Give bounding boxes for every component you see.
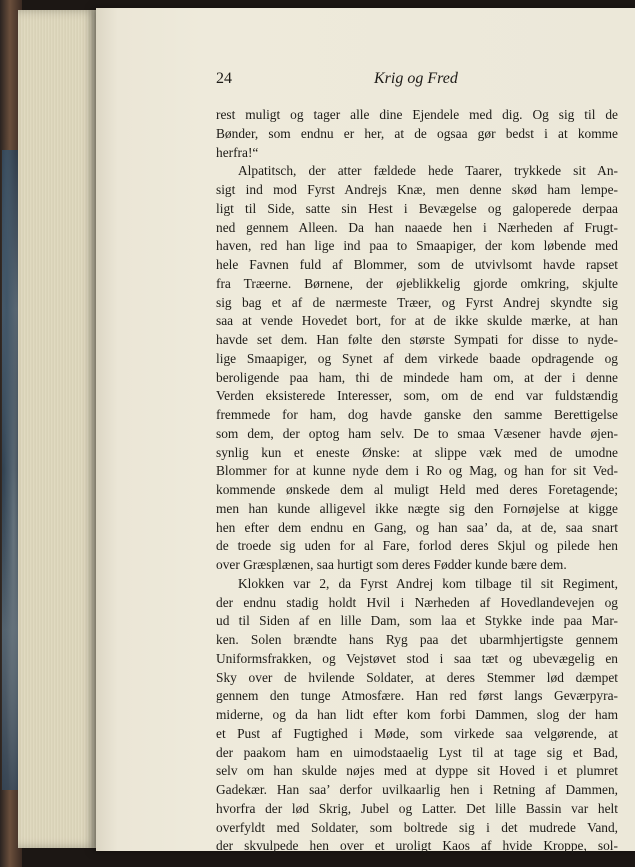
text-line: sig bag et af de nærmeste Træer, og Fyrst Andrej skyndte sig — [216, 294, 618, 310]
text-line: hele Favnen fuld af Blommer, som de utvivlsomt havde rapset — [216, 257, 618, 272]
text-line: ned gennem Alleen. Da han naaede hen i Nærheden af Frugt- — [216, 219, 618, 235]
text-line: Verden eksisterede Interesser, som, om de end var fuldstændig — [216, 388, 618, 404]
text-line: som dem, der optog ham selv. De to smaa Væsener havde øjen- — [216, 425, 618, 441]
text-line: de troede sig uden for al Fare, forlod deres Skjul og pilede hen — [216, 538, 618, 554]
text-line: Bønder, som endnu er her, at de ogsaa gør bedst i at komme — [216, 125, 618, 141]
marbled-cover-pattern — [2, 150, 18, 790]
page-stack-edges — [18, 10, 98, 848]
text-line: Gadekær. Han saa’ derfor uvilkaarlig hen i Retning af Dammen, — [216, 782, 618, 797]
text-line: ken. Solen brændte hans Ryg paa det ubarmhjertigste gennem — [216, 632, 618, 647]
text-line: Uniformsfrakken, og Vejstøvet stod i saa tæt og ubevægelig en — [216, 650, 618, 666]
text-line: selv om han skulde nøjes med at dyppe sit Hoved i et plumret — [216, 763, 618, 779]
body-text — [216, 106, 618, 856]
text-line: herfra!“ — [216, 144, 259, 160]
text-line: et Pust af Fugtighed i Møde, som virkede saa velgørende, at — [216, 725, 618, 741]
text-line: ud til Siden af en lille Dam, som laa et Stykke inde paa Mar- — [216, 613, 618, 629]
text-line: saa at vende Hovedet bort, for at de ikke skulde mærke, at han — [216, 313, 618, 329]
text-line: Klokken var 2, da Fyrst Andrej kom tilbage til sit Regiment, — [238, 575, 618, 591]
text-line: men han kunde alligevel ikke nægte sig den Fornøjelse at kigge — [216, 500, 618, 516]
text-line: havde set dem. Han følte den største Sympati for disse to nyde- — [216, 332, 618, 347]
text-line: kommende ønskede dem al muligt Held med deres Foretagende; — [216, 482, 618, 497]
text-line: Sky over de hvilende Soldater, at deres Stemmer lød dæmpet — [216, 669, 618, 685]
page-header — [216, 70, 616, 94]
text-line: over Græsplænen, saa hurtigt som deres Fødder kunde bære dem. — [216, 557, 567, 572]
running-title: Krig og Fred — [374, 70, 458, 87]
text-line: fra Træerne. Børnene, der øjeblikkelig gjorde omkring, skjulte — [216, 275, 618, 291]
text-line: Blommer for at kunne nyde dem i Ro og Mag, og han for sit Ved- — [216, 463, 618, 479]
text-line: fremmede for ham, dog havde ganske den samme Berettigelse — [216, 407, 618, 422]
text-line: sigt ind mod Fyrst Andrejs Knæ, men denne skød ham lempe- — [216, 182, 618, 197]
text-line: der endnu stadig holdt Hvil i Nærheden af Hovedlandevejen og — [216, 594, 618, 610]
text-line: rest muligt og tager alle dine Ejendele med dig. Og sig til de — [216, 107, 618, 122]
text-line: overfyldt med Soldater, som boltrede sig i det mudrede Vand, — [216, 819, 618, 835]
text-line: hen efter dem endnu en Gang, og han saa’ da, at de, saa snart — [216, 519, 618, 535]
text-line: synlig kun et eneste Ønske: at slippe væk med de umodne — [216, 444, 618, 460]
text-line: gennem den tunge Atmosfære. Han red først langs Geværpyra- — [216, 688, 618, 704]
text-line: ligt til Side, satte sin Hest i Bevægelse og galoperede derpaa — [216, 200, 618, 216]
text-line: der paakom ham en uimodstaaelig Lyst til at tage sig et Bad, — [216, 744, 618, 760]
text-line: miderne, og da han lidt efter kom forbi Dammen, slog der ham — [216, 707, 618, 722]
page-number: 24 — [216, 70, 232, 87]
text-line: beroligende paa ham, thi de mindede ham om, at der i denne — [216, 369, 618, 385]
text-line: hvorfra der lød Skrig, Jubel og Latter. Det lille Bassin var helt — [216, 800, 618, 816]
text-line: lige Smaapiger, og Synet af dem virkede baade opdragende og — [216, 350, 618, 366]
text-line: Alpatitsch, der atter fældede hede Taarer, trykkede sit An- — [238, 163, 618, 179]
text-line: der skvulpede hen over et uroligt Kaos af hvide Kroppe, sol- — [216, 838, 618, 854]
text-line: haven, red han lige ind paa to Smaapiger, der kom løbende med — [216, 238, 618, 254]
